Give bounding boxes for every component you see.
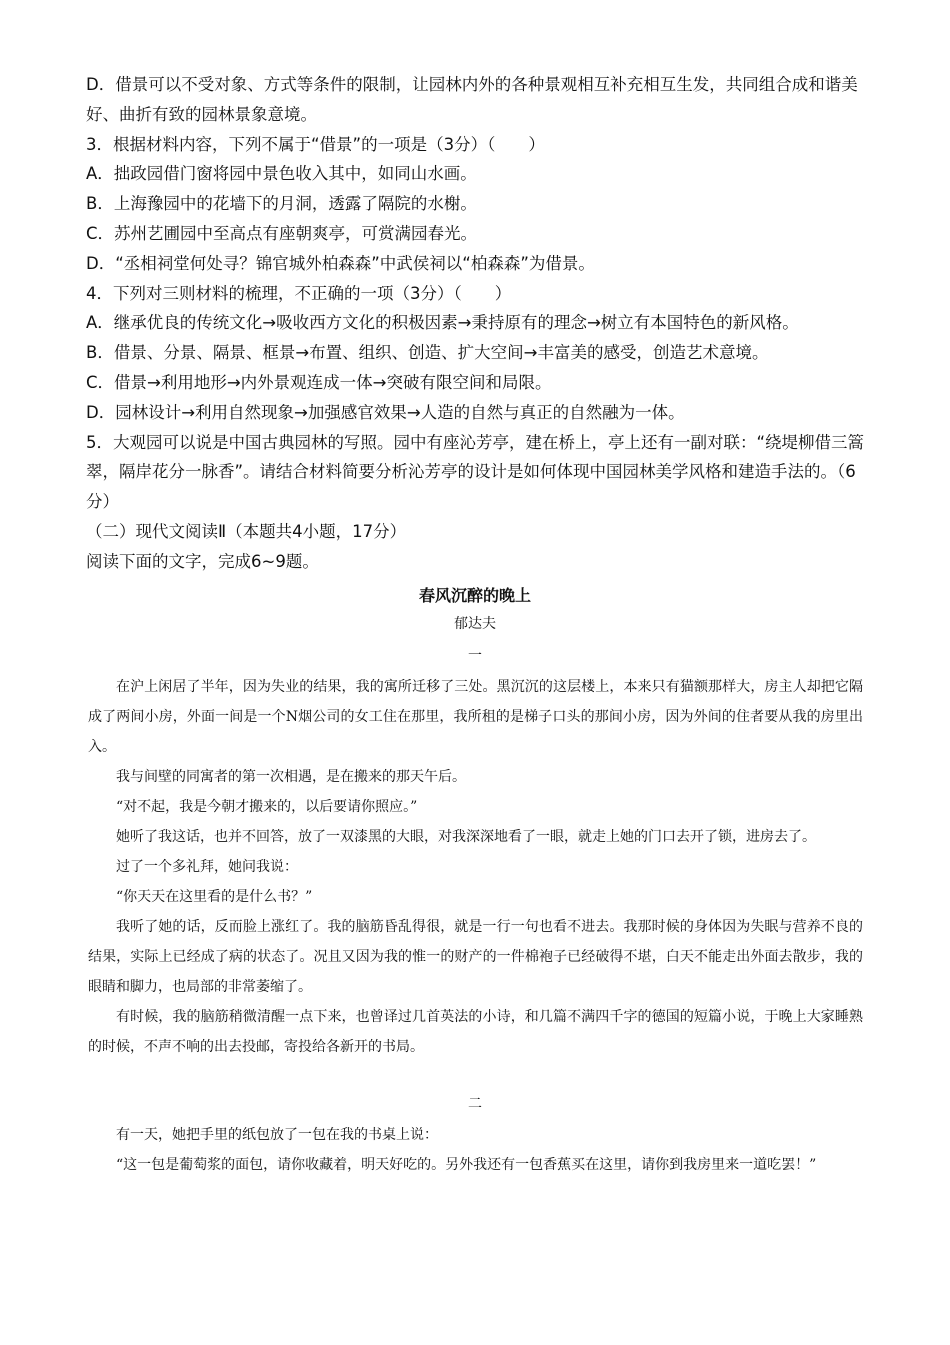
q3-option-c: C．苏州艺圃园中至高点有座朝爽亭，可赏满园春光。 (86, 223, 478, 243)
q5-text: 5．大观园可以说是中国古典园林的写照。园中有座沁芳亭，建在桥上，亭上还有一副对联：“绕堤柳借三篙翠，隔岸花分一脉香”。请结合材料简要分析沁芳亭的设计是如何体现中国园林美学风格和建造手法的。（6分） (86, 432, 865, 512)
q2-option-d: D．借景可以不受对象、方式等条件的限制，让园林内外的各种景观相互补充相互生发，共同组合成和谐美好、曲折有致的园林景象意境。 (86, 75, 858, 124)
part-two-label: 二 (468, 1096, 482, 1112)
q4-option-c: C．借景→利用地形→内外景观连成一体→突破有限空间和局限。 (86, 372, 552, 392)
q3-stem: 3．根据材料内容，下列不属于“借景”的一项是（3分）（ ） (86, 134, 545, 154)
part-one-label: 一 (468, 648, 482, 664)
story-paragraph: “你天天在这里看的是什么书？” (116, 889, 313, 905)
q4-option-d: D．园林设计→利用自然现象→加强感官效果→人造的自然与真正的自然融为一体。 (86, 402, 685, 422)
q3-option-a: A．拙政园借门窗将园中景色收入其中，如同山水画。 (86, 164, 477, 184)
story-part-two (88, 1120, 863, 1180)
section-instruction: 阅读下面的文字，完成6~9题。 (86, 551, 319, 571)
story-paragraph: 有一天，她把手里的纸包放了一包在我的书桌上说： (116, 1127, 438, 1143)
story-paragraph: 我听了她的话，反而脸上涨红了。我的脑筋昏乱得很，就是一行一句也看不进去。我那时候的身体因为失眠与营养不良的结果，实际上已经成了病的状态了。况且又因为我的惟一的财产的一件棉袍子已经破得不堪，白天不能走出外面去散步，我的眼睛和脚力，也局部的非常萎缩了。 (88, 919, 863, 995)
q3-option-b: B．上海豫园中的花墙下的月洞，透露了隔院的水榭。 (86, 194, 477, 214)
story-paragraph: 有时候，我的脑筋稍微清醒一点下来，也曾译过几首英法的小诗，和几篇不满四千字的德国的短篇小说，于晚上大家睡熟的时候，不声不响的出去投邮，寄投给各新开的书局。 (88, 1009, 863, 1055)
section-heading: （二）现代文阅读Ⅱ（本题共4小题，17分） (86, 521, 407, 541)
q4-option-b: B．借景、分景、隔景、框景→布置、组织、创造、扩大空间→丰富美的感受，创造艺术意境。 (86, 343, 769, 363)
q3-option-d: D．“丞相祠堂何处寻？锦官城外柏森森”中武侯祠以“柏森森”为借景。 (86, 253, 595, 273)
q4-option-a: A．继承优良的传统文化→吸收西方文化的积极因素→秉持原有的理念→树立有本国特色的新风格。 (86, 313, 799, 333)
question-block (86, 70, 876, 577)
story-paragraph: “对不起，我是今朝才搬来的，以后要请你照应。” (116, 799, 418, 815)
q4-stem: 4．下列对三则材料的梳理，不正确的一项（3分）（ ） (86, 283, 512, 303)
story-title: 春风沉醉的晚上 (418, 586, 531, 605)
story-paragraph: “这一包是葡萄浆的面包，请你收藏着，明天好吃的。另外我还有一包香蕉买在这里，请你到我房里来一道吃罢！” (116, 1157, 817, 1173)
story-paragraph: 过了一个多礼拜，她问我说： (116, 859, 298, 875)
story-paragraph: 我与间壁的同寓者的第一次相遇，是在搬来的那天午后。 (116, 769, 466, 785)
story-paragraph: 她听了我这话，也并不回答，放了一双漆黑的大眼，对我深深地看了一眼，就走上她的门口去开了锁，进房去了。 (116, 829, 816, 845)
story-part-one (88, 672, 863, 1062)
story-author: 郁达夫 (454, 616, 496, 632)
story-paragraph: 在沪上闲居了半年，因为失业的结果，我的寓所迁移了三处。黑沉沉的这层楼上，本来只有猫额那样大，房主人却把它隔成了两间小房，外面一间是一个N烟公司的女工住在那里，我所租的是梯子口头的那间小房，因为外间的住者要从我的房里出入。 (88, 679, 863, 755)
